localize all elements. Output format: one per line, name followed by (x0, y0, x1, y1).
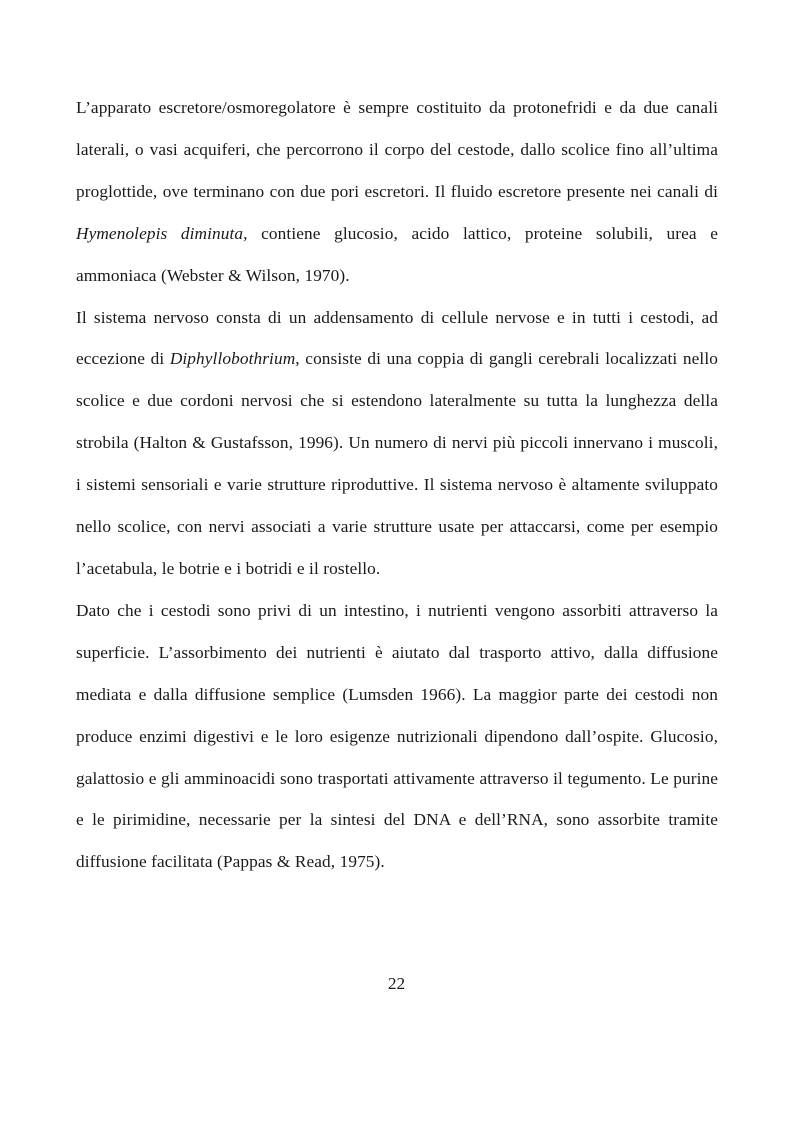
paragraph-text: contiene glucosio, acido lattico, proteine solubili, urea e ammoniaca (Webster & Wilson, 1970). (76, 223, 718, 285)
paragraph-excretory-system (76, 87, 718, 297)
paragraph-nutrition (76, 590, 718, 883)
paragraph-text: Il sistema nervoso consta di un addensamento di cellule nervose e in tutti i cestodi, ad eccezione di (76, 307, 718, 369)
paragraph-text: Dato che i cestodi sono privi di un intestino, i nutrienti vengono assorbiti attraverso la superficie. L’assorbimento dei nutrienti è aiutato dal trasporto attivo, dalla diffusione mediata e dalla diffusione semplice (Lumsden 1966). La maggior parte dei cestodi non produce enzimi digestivi e le loro esigenze nutrizionali dipendono dall’ospite. Glucosio, galattosio e gli amminoacidi sono trasportati attivamente attraverso il tegumento. Le purine e le pirimidine, necessarie per la sintesi del DNA e dell’RNA, sono assorbite tramite diffusione facilitata (Pappas & Read, 1975). (76, 600, 718, 872)
paragraph-text: L’apparato escretore/osmoregolatore è sempre costituito da protonefridi e da due canali laterali, o vasi acquiferi, che percorrono il corpo del cestode, dallo scolice fino all’ultima proglottide, ove terminano con due pori escretori. Il fluido escretore presente nei canali di (76, 98, 718, 201)
body-text (76, 87, 718, 883)
page-number: 22 (387, 974, 406, 993)
paragraph-nervous-system (76, 297, 718, 590)
genus-name-italic: Diphyllobothrium, (169, 349, 300, 369)
species-name-italic: Hymenolepis diminuta, (76, 223, 248, 243)
paragraph-text: consiste di una coppia di gangli cerebrali localizzati nello scolice e due cordoni nervosi che si estendono lateralmente su tutta la lunghezza della strobila (Halton & Gustafsson, 1996). Un numero di nervi più piccoli innervano i muscoli, i sistemi sensoriali e varie strutture riproduttive. Il sistema nervoso è altamente sviluppato nello scolice, con nervi associati a varie strutture usate per attaccarsi, come per esempio l’acetabula, le botrie e i botridi e il rostello. (76, 349, 718, 578)
